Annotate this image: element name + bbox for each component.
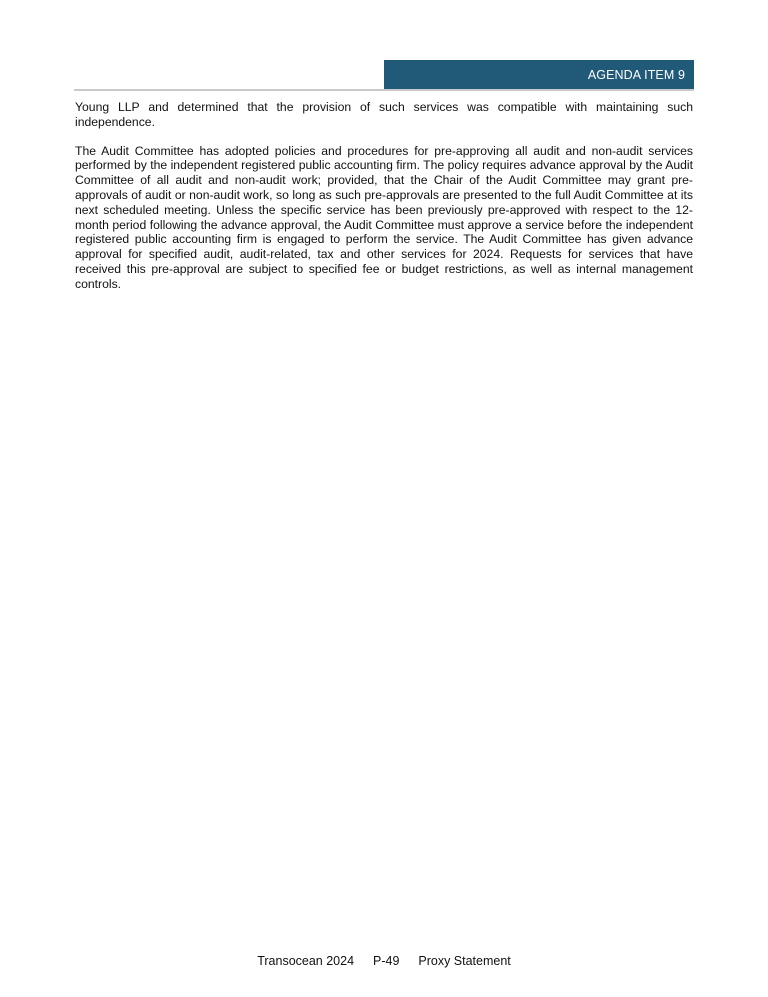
header-divider (74, 89, 694, 91)
body-paragraph: The Audit Committee has adopted policies and procedures for pre-approving all audit and non-audit services performed by the independent registered public accounting firm. The policy requires advance approval by the Audit Committee of all audit and non-audit work; provided, that the Chair of the Audit Committee may grant pre-approvals of audit or non-audit work, so long as such pre-approvals are presented to the full Audit Committee at its next scheduled meeting. Unless the specific service has been previously pre-approved with respect to the 12-month period following the advance approval, the Audit Committee must approve a service before the independent registered public accounting firm is engaged to perform the service. The Audit Committee has given advance approval for specified audit, audit-related, tax and other services for 2024. Requests for services that have received this pre-approval are subject to specified fee or budget restrictions, as well as internal management controls. (75, 143, 693, 291)
footer-company-year: Transocean 2024 (257, 954, 355, 968)
agenda-item-tab (384, 60, 694, 90)
footer-page-number: P-49 (373, 954, 400, 968)
agenda-item-label: AGENDA ITEM 9 (587, 68, 685, 82)
document-body (75, 100, 693, 306)
body-paragraph: Young LLP and determined that the provision of such services was compatible with maintaining such independence. (75, 100, 693, 129)
page-footer (0, 952, 768, 970)
footer-document-title: Proxy Statement (418, 954, 511, 968)
